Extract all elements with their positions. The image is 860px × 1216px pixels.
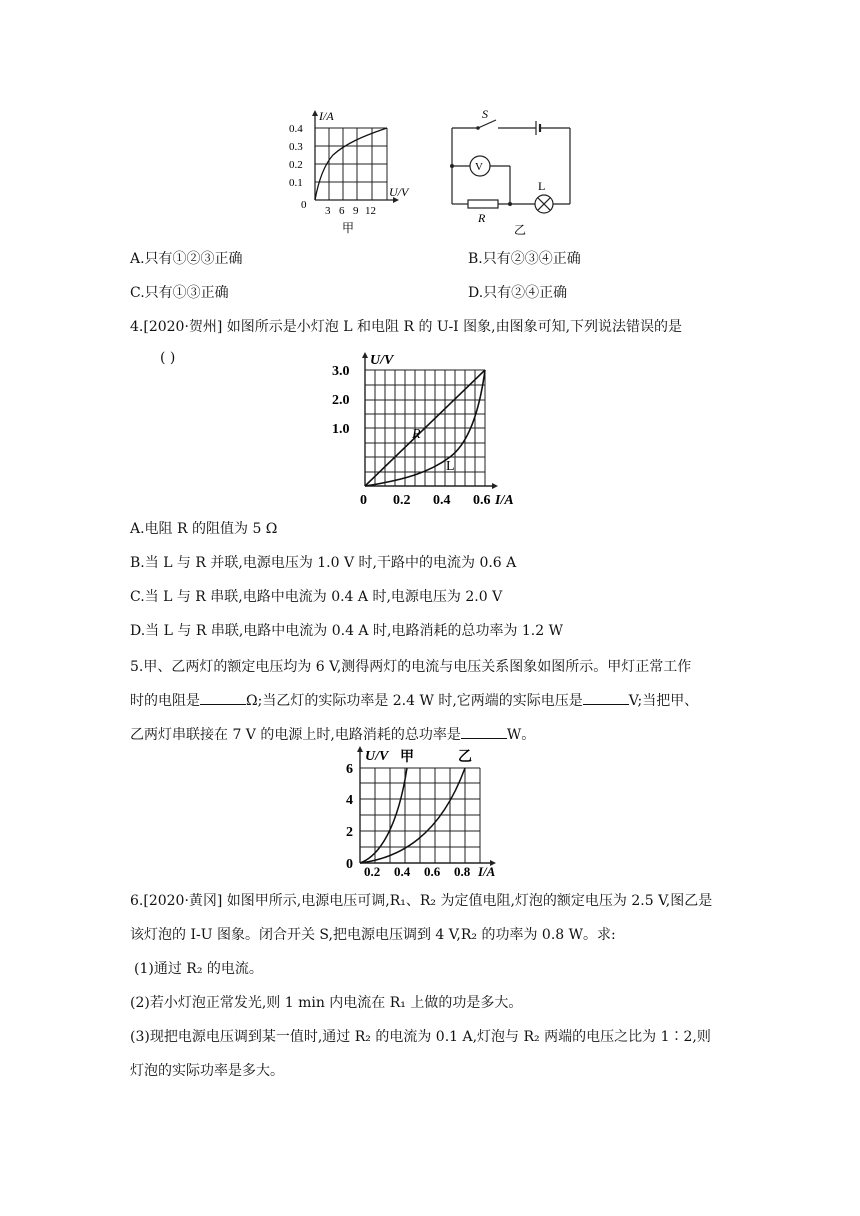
svg-text:12: 12 bbox=[365, 205, 376, 217]
q3-option-c: C.只有①③正确 bbox=[130, 285, 229, 301]
q5-line2: 时的电阻是 Ω;当乙灯的实际功率是 2.4 W 时,它两端的实际电压是 V;当把甲、 bbox=[130, 690, 698, 710]
xlabel: I/A bbox=[478, 864, 496, 876]
lamp-label: L bbox=[538, 179, 546, 193]
svg-text:0.6: 0.6 bbox=[424, 864, 441, 876]
caption-jia: 甲 bbox=[342, 221, 355, 235]
svg-text:0.3: 0.3 bbox=[289, 141, 303, 153]
q5-line3: 乙两灯串联接在 7 V 的电源上时,电路消耗的总功率是 W。 bbox=[130, 724, 535, 744]
ylabel: U/V bbox=[370, 353, 394, 368]
svg-text:0.2: 0.2 bbox=[364, 864, 381, 876]
q3-option-a: A.只有①②③正确 bbox=[130, 251, 243, 267]
svg-text:2: 2 bbox=[346, 825, 353, 840]
svg-text:3: 3 bbox=[325, 205, 331, 217]
svg-text:0.6: 0.6 bbox=[473, 493, 491, 508]
ylabel: U/V bbox=[365, 749, 389, 764]
q3-option-b: B.只有②③④正确 bbox=[468, 251, 581, 267]
q6-sub1: (1)通过 R₂ 的电流。 bbox=[134, 961, 263, 977]
label-yi: 乙 bbox=[458, 750, 472, 765]
q4-option-d: D.当 L 与 R 串联,电路中电流为 0.4 A 时,电路消耗的总功率为 1.2 W bbox=[130, 623, 563, 639]
svg-text:0.2: 0.2 bbox=[393, 493, 411, 508]
svg-text:0: 0 bbox=[360, 493, 367, 508]
q3-option-d: D.只有②④正确 bbox=[468, 285, 568, 301]
q4-ui-graph bbox=[330, 352, 540, 510]
xlabel: U/V bbox=[389, 185, 409, 199]
q4-stem: 4.[2020·贺州] 如图所示是小灯泡 L 和电阻 R 的 U-I 图象,由图象可知,下列说法错误的是 bbox=[130, 319, 683, 335]
svg-text:9: 9 bbox=[353, 205, 359, 217]
xlabel: I/A bbox=[495, 493, 514, 508]
svg-text:6: 6 bbox=[339, 205, 345, 217]
svg-text:0.4: 0.4 bbox=[433, 493, 451, 508]
switch-label: S bbox=[482, 108, 488, 121]
label-jia: 甲 bbox=[400, 750, 414, 765]
q4-option-b: B.当 L 与 R 并联,电源电压为 1.0 V 时,干路中的电流为 0.6 A bbox=[130, 555, 517, 571]
q3-circuit-yi bbox=[440, 108, 580, 238]
q6-sub3-line1: (3)现把电源电压调到某一值时,通过 R₂ 的电流为 0.1 A,灯泡与 R₂ 两端的电压之比为 1∶2,则 bbox=[130, 1029, 711, 1045]
q3-graph-jia bbox=[285, 108, 415, 238]
svg-text:0: 0 bbox=[301, 199, 307, 211]
svg-text:0.2: 0.2 bbox=[289, 159, 303, 171]
svg-text:0: 0 bbox=[346, 857, 353, 872]
q5-ui-graph bbox=[340, 746, 510, 876]
q5-blank-3 bbox=[461, 724, 507, 739]
label-r: R bbox=[412, 427, 421, 442]
svg-text:0.4: 0.4 bbox=[289, 123, 303, 135]
q4-option-c: C.当 L 与 R 串联,电路中电流为 0.4 A 时,电源电压为 2.0 V bbox=[130, 589, 503, 605]
svg-text:0.4: 0.4 bbox=[394, 864, 411, 876]
svg-text:0.8: 0.8 bbox=[454, 864, 471, 876]
ylabel: I/A bbox=[319, 109, 334, 123]
svg-text:4: 4 bbox=[346, 793, 353, 808]
label-l: L bbox=[446, 459, 455, 474]
svg-text:1.0: 1.0 bbox=[332, 422, 350, 437]
svg-text:6: 6 bbox=[346, 762, 353, 777]
q6-line2: 该灯泡的 I-U 图象。闭合开关 S,把电源电压调到 4 V,R₂ 的功率为 0.8 W。求: bbox=[130, 927, 616, 943]
caption-yi: 乙 bbox=[514, 223, 527, 237]
svg-text:2.0: 2.0 bbox=[332, 393, 350, 408]
q6-sub2: (2)若小灯泡正常发光,则 1 min 内电流在 R₁ 上做的功是多大。 bbox=[130, 995, 523, 1011]
q5-line1: 5.甲、乙两灯的额定电压均为 6 V,测得两灯的电流与电压关系图象如图所示。甲灯正常工作 bbox=[130, 659, 692, 675]
q6-line1: 6.[2020·黄冈] 如图甲所示,电源电压可调,R₁、R₂ 为定值电阻,灯泡的额定电压为 2.5 V,图乙是 bbox=[130, 893, 713, 909]
q4-option-a: A.电阻 R 的阻值为 5 Ω bbox=[130, 521, 278, 537]
voltmeter-label: V bbox=[475, 161, 483, 173]
q6-sub3-line2: 灯泡的实际功率是多大。 bbox=[130, 1063, 284, 1079]
svg-text:3.0: 3.0 bbox=[332, 364, 350, 379]
q5-blank-2 bbox=[583, 690, 629, 705]
q4-answer-paren: ( ) bbox=[160, 350, 176, 366]
q5-blank-1 bbox=[200, 690, 246, 705]
resistor-label: R bbox=[478, 211, 486, 225]
svg-text:0.1: 0.1 bbox=[289, 177, 303, 189]
